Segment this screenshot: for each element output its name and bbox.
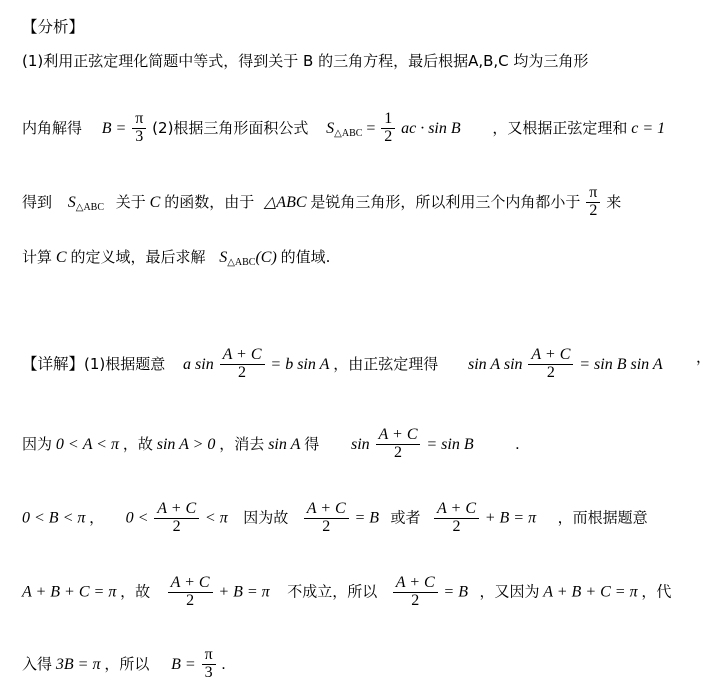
solution-line-5-so: ，所以 (104, 654, 150, 673)
fraction-apc-over-2-f: $\frac{A + C}{2}$ (434, 501, 479, 536)
solution-line-1 (22, 348, 711, 383)
equation-eq-b-2: = B (443, 583, 468, 601)
fraction-apc-over-2-a: $\frac{A + C}{2}$ (220, 347, 265, 382)
analysis-heading-text: 【分析】 (22, 18, 85, 36)
equation-plus-b-eq-pi-1: + B = π (484, 509, 537, 527)
solution-line-3-because: 因为故 (243, 508, 289, 527)
symbol-C-2: C (55, 249, 67, 266)
analysis-line-3-end: 来 (606, 192, 622, 211)
analysis-line-3-lead: 得到 (22, 192, 53, 211)
solution-line-2-cancel: ，消去 (219, 434, 265, 453)
analysis-line-3-mid: 的函数，由于 (164, 192, 255, 211)
solution-line-2-gu: ，故 (122, 434, 153, 453)
solution-line-2-lead: 因为 (22, 434, 53, 453)
equation-eq-b-1: = B (354, 509, 380, 527)
fraction-apc-over-2-g: $\frac{A + C}{2}$ (168, 575, 213, 610)
inequality-sina-gt-0: sin A > 0 (156, 435, 216, 453)
solution-line-3-comma: ， (89, 508, 105, 527)
solution-line-1-comma: ， (695, 348, 711, 366)
analysis-line-4-tail: 的值域. (280, 248, 331, 266)
equals-sign-a: = (366, 119, 376, 137)
solution-line-4-because: ，又因为 (479, 582, 540, 601)
symbol-S-2: S (67, 193, 76, 211)
expression-a-sin: a sin (183, 355, 214, 373)
argument-of-c: (C) (255, 249, 277, 266)
fraction-apc-over-2-c: $\frac{A + C}{2}$ (376, 427, 421, 462)
fraction-one-half: $\frac{1}{2}$ (381, 111, 395, 146)
solution-line-3 (22, 502, 711, 537)
inequality-lt-pi: < π (204, 509, 228, 527)
analysis-line-4-lead: 计算 (22, 248, 53, 266)
equation-c-equals-1: c = 1 (631, 119, 666, 137)
solution-heading-text: 【详解】 (22, 354, 85, 373)
analysis-line-4-mid: 的定义域，最后求解 (70, 248, 206, 266)
analysis-line-2-mid: (2)根据三角形面积公式 (152, 118, 309, 137)
fraction-pi-over-3-b: $\frac{\pi}{3}$ (202, 647, 216, 682)
solution-line-4-tail: ，代 (641, 582, 672, 601)
inequality-0-lt-a-lt-pi: 0 < A < π (55, 435, 119, 453)
fraction-apc-over-2-d: $\frac{A + C}{2}$ (154, 501, 199, 536)
solution-line-1-lead: (1)根据题意 (84, 354, 166, 373)
analysis-line-3-tail: 是锐角三角形，所以利用三个内角都小于 (310, 192, 581, 211)
solution-line-3-or: 或者 (390, 508, 421, 527)
solution-line-5-lead: 入得 (22, 654, 53, 673)
solution-line-4-gu: ，故 (120, 582, 151, 601)
analysis-line-2-tail: ，又根据正弦定理和 (492, 118, 628, 137)
expression-ac-sinb: ac · sin B (401, 119, 461, 137)
analysis-line-3 (22, 186, 711, 221)
expression-sinb-sina: = sin B sin A (579, 355, 663, 373)
fraction-apc-over-2-e: $\frac{A + C}{2}$ (304, 501, 349, 536)
subscript-triangle-abc-b: △ABC (75, 201, 105, 213)
symbol-S-3: S (219, 249, 228, 266)
equation-b-eq-2: B = (171, 655, 196, 673)
equation-plus-b-eq-pi-2: + B = π (218, 583, 270, 601)
expression-b-sin-a: = b sin A (270, 355, 330, 373)
subscript-triangle-abc-a: △ABC (334, 127, 363, 139)
inequality-0-lt-b-lt-pi: 0 < B < π (22, 509, 86, 527)
analysis-line-4 (22, 248, 711, 269)
solution-line-1-mid: ，由正弦定理得 (333, 354, 439, 373)
equation-abc-eq-pi-1: A + B + C = π (22, 583, 117, 601)
symbol-C-1: C (149, 193, 161, 211)
analysis-line-2-lead: 内角解得 (22, 118, 83, 137)
subscript-triangle-abc-c: △ABC (227, 257, 256, 268)
solution-line-2 (22, 428, 711, 463)
fraction-apc-over-2-b: $\frac{A + C}{2}$ (528, 347, 573, 382)
analysis-line-2 (22, 112, 711, 147)
solution-line-2-period: . (515, 435, 520, 453)
fraction-pi-over-3-a: $\frac{\pi}{3}$ (132, 111, 146, 146)
analysis-line-1-text: (1)利用正弦定理化简题中等式，得到关于 B 的三角方程，最后根据A,B,C 均为三角形 (22, 52, 589, 70)
analysis-line-3-about: 关于 (115, 192, 146, 211)
expression-sin-a: sin A (268, 435, 301, 453)
symbol-S: S (326, 119, 335, 137)
fraction-apc-over-2-h: $\frac{A + C}{2}$ (393, 575, 438, 610)
solution-line-5 (22, 648, 711, 683)
equation-abc-eq-pi-2: A + B + C = π (543, 583, 638, 601)
analysis-line-1 (22, 52, 711, 70)
solution-line-5-period: . (221, 655, 226, 673)
solution-line-4 (22, 576, 711, 611)
solution-line-4-invalid: 不成立，所以 (287, 582, 378, 601)
solution-line-3-tail: ，而根据题意 (557, 508, 648, 527)
equation-3b-eq-pi: 3B = π (55, 655, 101, 673)
solution-line-2-de: 得 (304, 434, 320, 453)
expression-eq-sinb: = sin B (426, 435, 474, 453)
fraction-pi-over-2-a: $\frac{\pi}{2}$ (586, 185, 600, 220)
expression-sin-3: sin (350, 435, 370, 453)
section-heading-analysis (22, 18, 711, 37)
symbol-triangle-abc: △ABC (263, 193, 307, 211)
expression-sina-sin: sin A sin (467, 355, 523, 373)
equation-b-eq: B = (101, 119, 127, 137)
inequality-0-lt: 0 < (125, 509, 149, 527)
